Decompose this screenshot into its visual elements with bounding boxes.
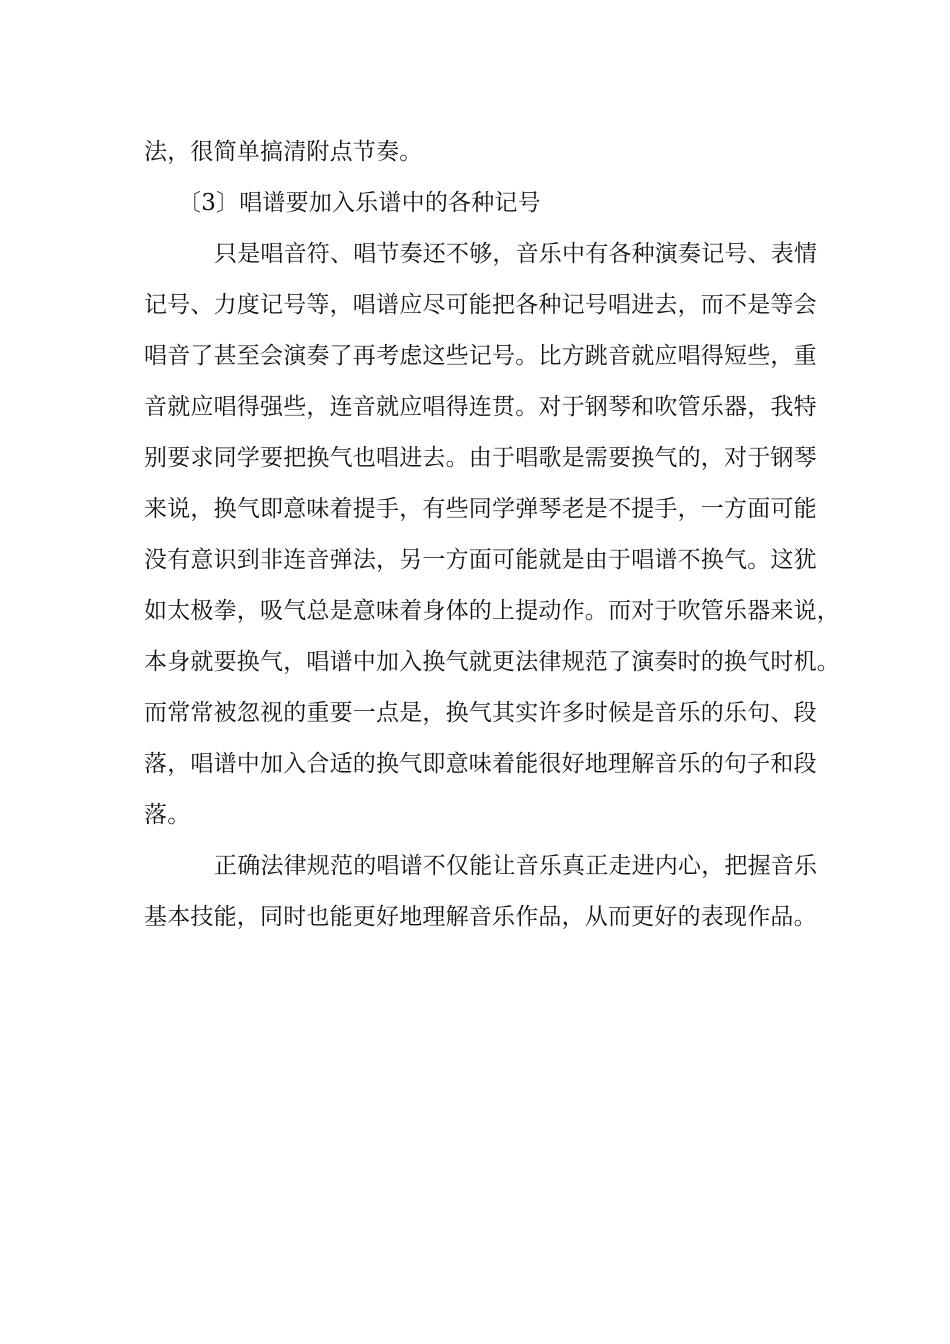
text-line-15: 正确法律规范的唱谱不仅能让音乐真正走进内心，把握音乐 [214,853,818,879]
text-line-16: 基本技能，同时也能更好地理解音乐作品，从而更好的表现作品。 [144,904,817,930]
text-line-10: 如太极拳，吸气总是意味着身体的上提动作。而对于吹管乐器来说， [144,598,840,624]
text-line-4: 记号、力度记号等，唱谱应尽可能把各种记号唱进去，而不是等会 [144,292,817,318]
text-line-7: 别要求同学要把换气也唱进去。由于唱歌是需要换气的，对于钢琴 [144,445,817,471]
text-line-13: 落，唱谱中加入合适的换气即意味着能很好地理解音乐的句子和段 [144,751,817,777]
text-line-11: 本身就要换气，唱谱中加入换气就更法律规范了演奏时的换气时机。 [144,649,840,675]
text-line-9: 没有意识到非连音弹法，另一方面可能就是由于唱谱不换气。这犹 [144,547,817,573]
section-heading: 〔3〕唱谱要加入乐谱中的各种记号 [178,190,541,216]
text-line-14: 落。 [144,802,191,828]
text-line-6: 音就应唱得强些，连音就应唱得连贯。对于钢琴和吹管乐器，我特 [144,394,817,420]
text-line-8: 来说，换气即意味着提手，有些同学弹琴老是不提手，一方面可能 [144,496,817,522]
text-line-1: 法，很简单搞清附点节奏。 [144,139,423,165]
text-line-5: 唱音了甚至会演奏了再考虑这些记号。比方跳音就应唱得短些，重 [144,343,817,369]
text-line-3: 只是唱音符、唱节奏还不够，音乐中有各种演奏记号、表情 [214,241,818,267]
text-line-12: 而常常被忽视的重要一点是，换气其实许多时候是音乐的乐句、段 [144,700,817,726]
